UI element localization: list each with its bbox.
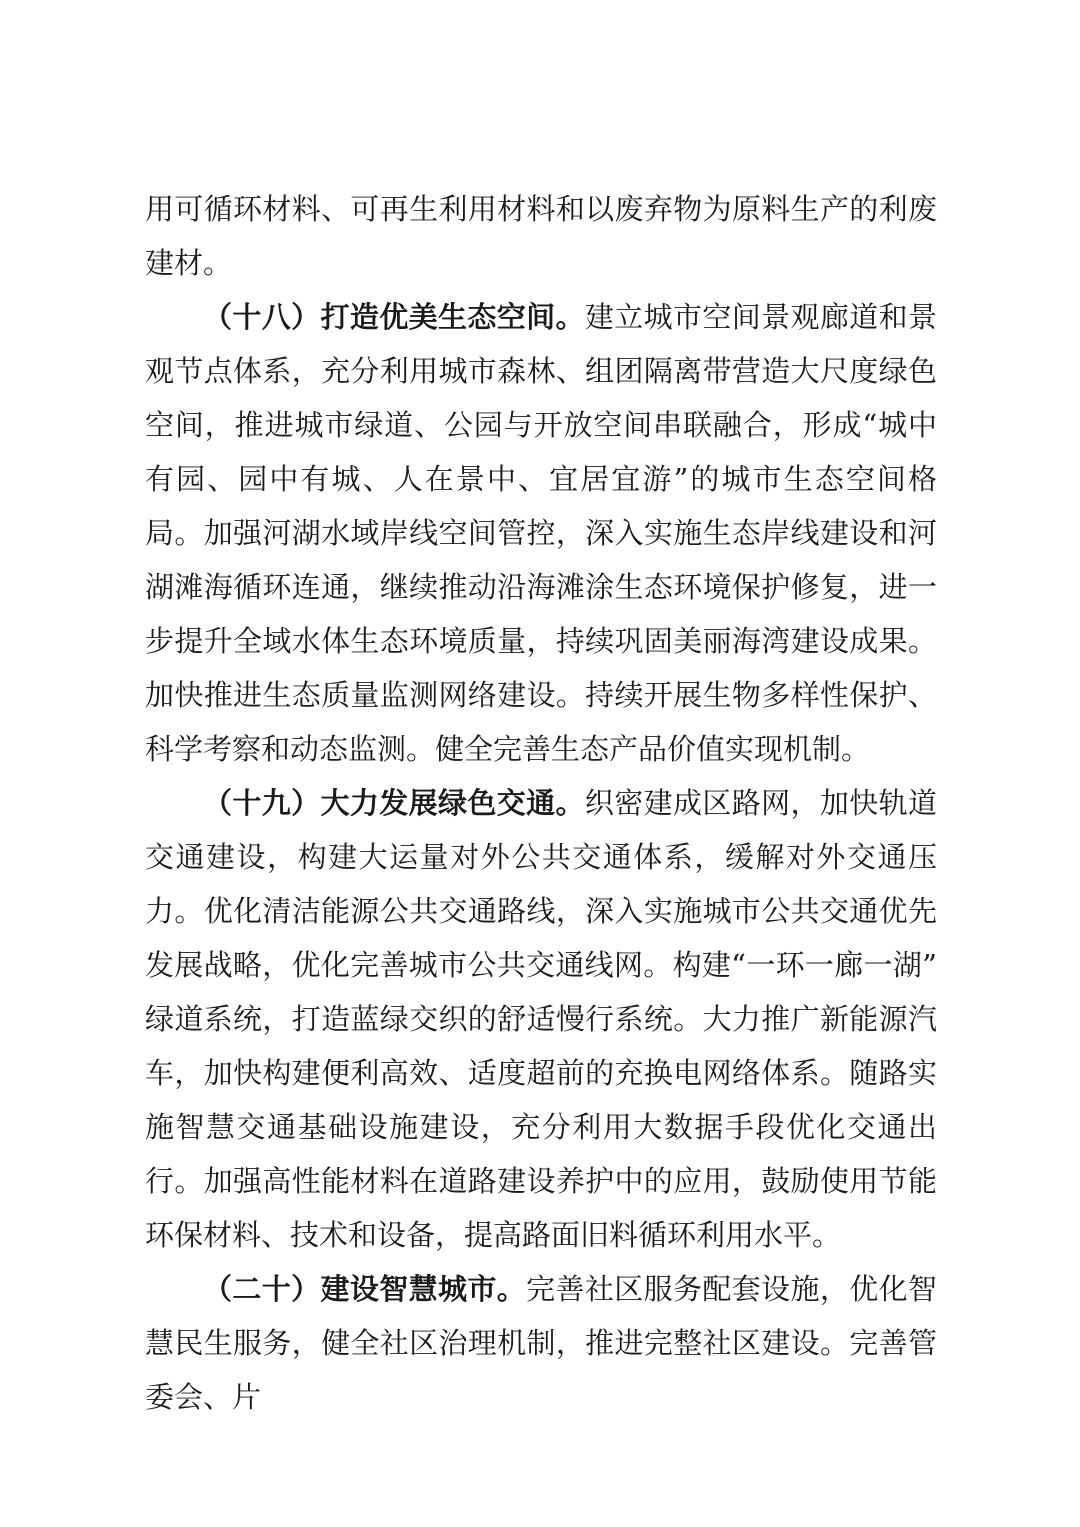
body-text: 完善社区服务配套设施，优化智慧民生服务，健全社区治理机制，推进完整社区建设。完善管委会、片: [145, 1272, 937, 1414]
document-body: [145, 182, 937, 1424]
section-heading: （十八）打造优美生态空间。: [203, 300, 585, 334]
paragraph-continuation: [145, 182, 937, 290]
paragraph-section-19: [145, 776, 937, 1262]
paragraph-section-20: [145, 1262, 937, 1424]
paragraph-section-18: [145, 290, 937, 776]
body-text: 用可循环材料、可再生利用材料和以废弃物为原料生产的利废建材。: [145, 192, 937, 280]
body-text: 织密建成区路网，加快轨道交通建设，构建大运量对外公共交通体系，缓解对外交通压力。优化清洁能源公共交通路线，深入实施城市公共交通优先发展战略，优化完善城市公共交通线网。构建“一环一廊一湖”绿道系统，打造蓝绿交织的舒适慢行系统。大力推广新能源汽车，加快构建便利高效、适度超前的充换电网络体系。随路实施智慧交通基础设施建设，充分利用大数据手段优化交通出行。加强高性能材料在道路建设养护中的应用，鼓励使用节能环保材料、技术和设备，提高路面旧料循环利用水平。: [145, 786, 937, 1252]
body-text: 建立城市空间景观廊道和景观节点体系，充分利用城市森林、组团隔离带营造大尺度绿色空间，推进城市绿道、公园与开放空间串联融合，形成“城中有园、园中有城、人在景中、宜居宜游”的城市生态空间格局。加强河湖水域岸线空间管控，深入实施生态岸线建设和河湖滩海循环连通，继续推动沿海滩涂生态环境保护修复，进一步提升全域水体生态环境质量，持续巩固美丽海湾建设成果。加快推进生态质量监测网络建设。持续开展生物多样性保护、科学考察和动态监测。健全完善生态产品价值实现机制。: [145, 300, 937, 766]
section-heading: （二十）建设智慧城市。: [203, 1272, 527, 1306]
section-heading: （十九）大力发展绿色交通。: [203, 786, 585, 820]
